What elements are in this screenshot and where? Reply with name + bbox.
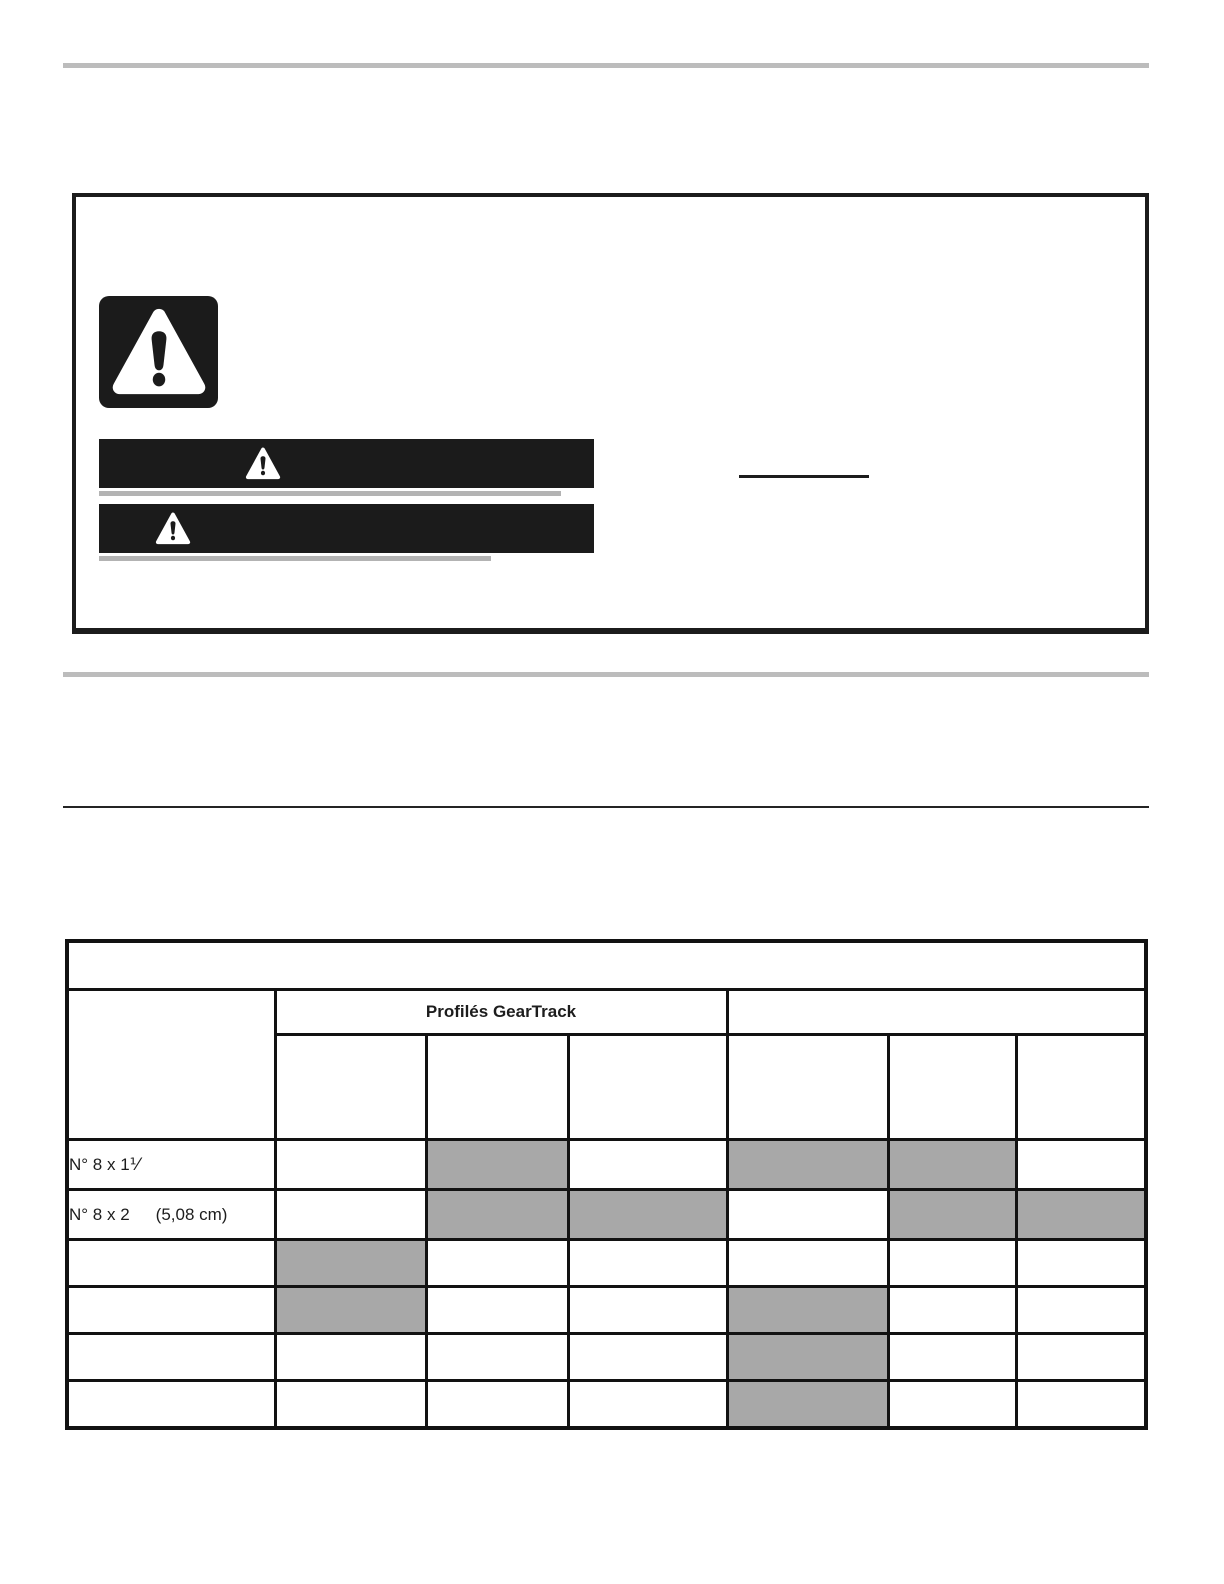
table-cell [275, 1190, 426, 1240]
fastener-compatibility-table [65, 939, 1148, 1430]
column-header [568, 1035, 727, 1140]
safety-warning-box [72, 193, 1149, 634]
table-cell [1016, 1287, 1146, 1334]
table-cell [275, 1287, 426, 1334]
column-header [275, 1035, 426, 1140]
table-cell [426, 1287, 568, 1334]
table-cell [426, 1240, 568, 1287]
banner-shadow [99, 556, 491, 561]
table-cell [727, 1190, 888, 1240]
column-header [1016, 1035, 1146, 1140]
table-cell [888, 1287, 1016, 1334]
table-cell [426, 1190, 568, 1240]
group-header-right [727, 990, 1146, 1035]
table-title [67, 941, 1146, 990]
warning-triangle-glyph [107, 303, 211, 401]
table-cell [888, 1240, 1016, 1287]
table-row [67, 1287, 1146, 1334]
table-cell [1016, 1240, 1146, 1287]
table-cell [568, 1287, 727, 1334]
column-header [888, 1035, 1016, 1140]
section-divider-rule [63, 672, 1149, 677]
table-row [67, 1190, 1146, 1240]
table-group-header-row [67, 990, 1146, 1035]
table-cell [727, 1240, 888, 1287]
fill-in-blank-underline [739, 475, 869, 478]
column-header [426, 1035, 568, 1140]
row-label [67, 1287, 275, 1334]
table-cell [1016, 1140, 1146, 1190]
warning-banner-2 [99, 504, 594, 553]
row-label [67, 1334, 275, 1381]
table-cell [568, 1381, 727, 1429]
table-cell [568, 1240, 727, 1287]
table-cell [727, 1287, 888, 1334]
table-cell [275, 1140, 426, 1190]
table-row [67, 1381, 1146, 1429]
table-title-row [67, 941, 1146, 990]
table-cell [275, 1381, 426, 1429]
table-row [67, 1334, 1146, 1381]
warning-triangle-icon [99, 296, 218, 408]
warning-triangle-icon [154, 510, 192, 547]
top-divider-rule [63, 63, 1149, 68]
warning-triangle-icon [244, 445, 282, 482]
corner-header-cell [67, 990, 275, 1140]
table-cell [1016, 1381, 1146, 1429]
warning-triangle-glyph [244, 445, 282, 482]
table-cell [1016, 1190, 1146, 1240]
row-label [67, 1240, 275, 1287]
table-cell [426, 1381, 568, 1429]
table-cell [275, 1240, 426, 1287]
table-cell [888, 1190, 1016, 1240]
column-header [727, 1035, 888, 1140]
row-label-metric: (5,08 cm) [155, 1204, 228, 1224]
table-cell [426, 1334, 568, 1381]
table-cell [727, 1140, 888, 1190]
table-cell [888, 1334, 1016, 1381]
table-cell [426, 1140, 568, 1190]
table-row [67, 1240, 1146, 1287]
table-cell [888, 1140, 1016, 1190]
table-cell [568, 1190, 727, 1240]
row-label [67, 1190, 275, 1240]
banner-shadow [99, 491, 561, 496]
warning-banner-1 [99, 439, 594, 488]
table-cell [568, 1334, 727, 1381]
warning-triangle-glyph [154, 510, 192, 547]
table-cell [727, 1334, 888, 1381]
table-cell [568, 1140, 727, 1190]
thin-divider-rule [63, 806, 1149, 808]
row-label [67, 1381, 275, 1429]
table-cell [888, 1381, 1016, 1429]
table-cell [727, 1381, 888, 1429]
table-cell [275, 1334, 426, 1381]
row-label [67, 1140, 275, 1190]
row-label-text: N° 8 x 1⅟ [69, 1154, 140, 1174]
group-header-geartrack: Profilés GearTrack [275, 990, 727, 1035]
row-label-text: N° 8 x 2 [69, 1204, 130, 1224]
table-row [67, 1140, 1146, 1190]
table-cell [1016, 1334, 1146, 1381]
